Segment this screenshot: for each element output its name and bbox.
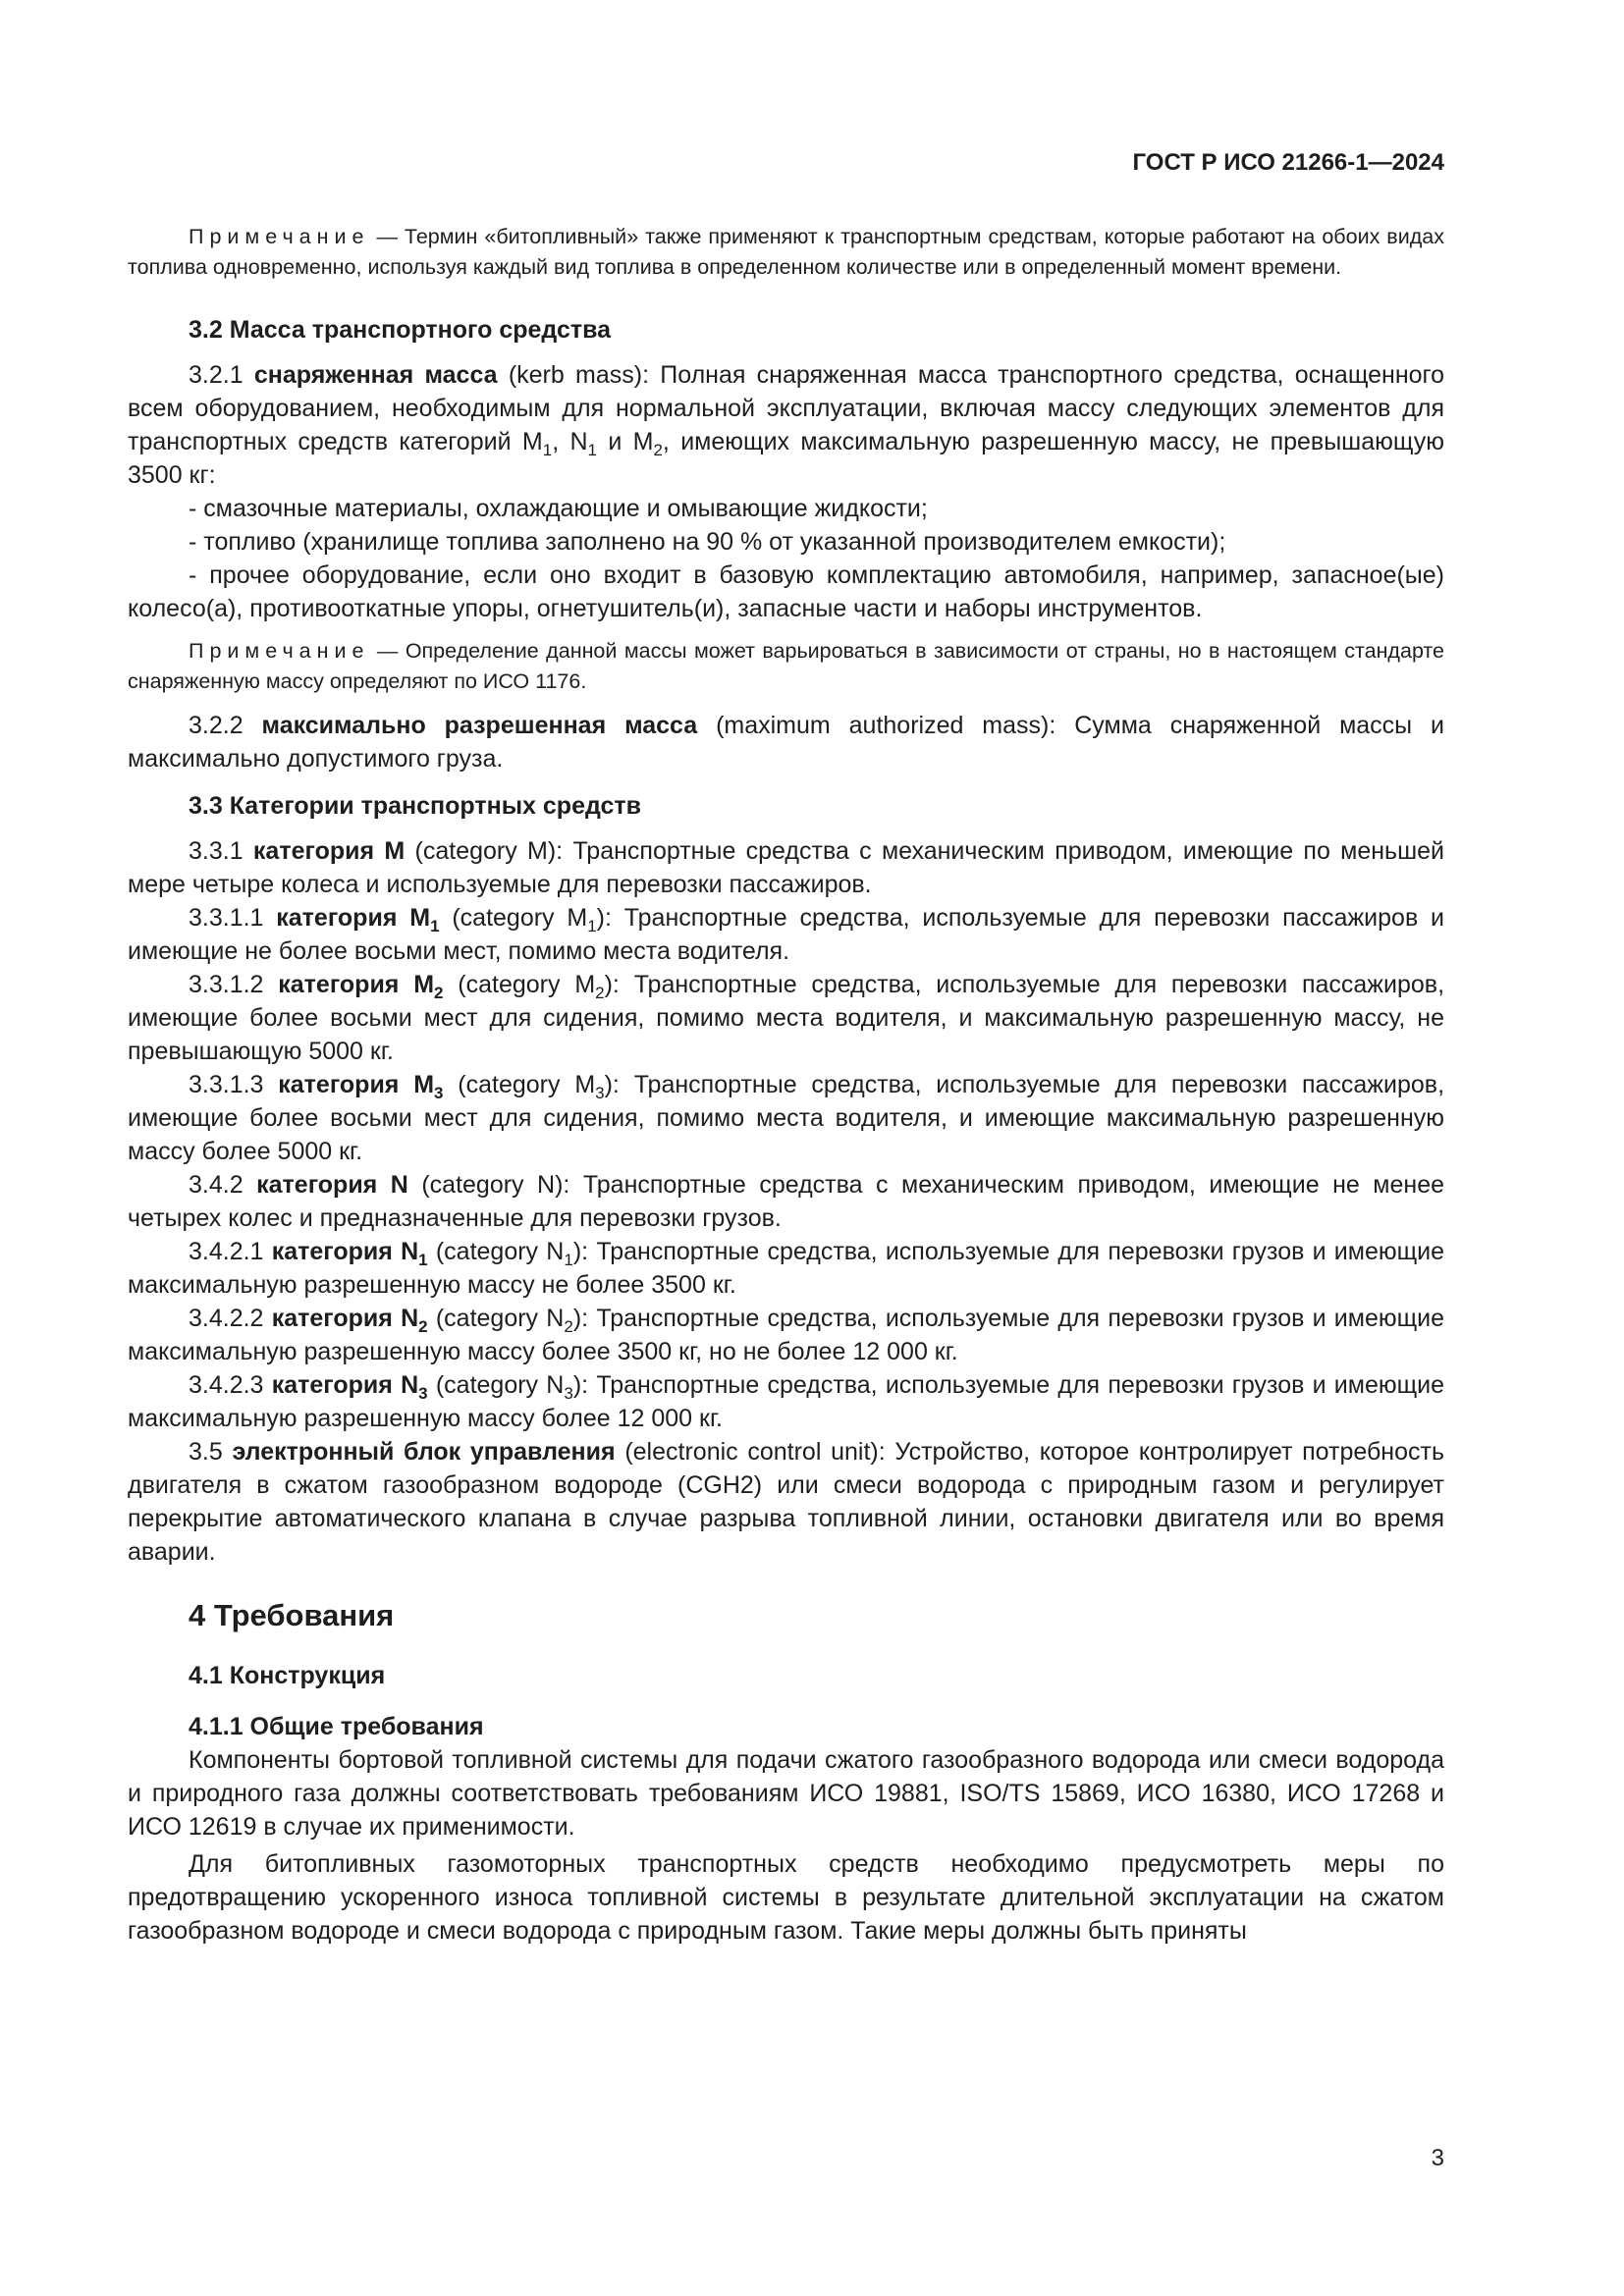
list-item: - смазочные материалы, охлаждающие и омывающие жидкости; — [189, 495, 928, 522]
section-3-3-title: 3.3 Категории транспортных средств — [189, 792, 642, 820]
section-4-1-title: 4.1 Конструкция — [189, 1662, 386, 1689]
clause-3-3-1-1: 3.3.1.1 категория $M_1$ (category $M_1$): Транспортные средства, используемые для перевозки пассажиров и имеющие не более восьми мест, помимо места водителя. — [128, 904, 1445, 965]
list-item: - топливо (хранилище топлива заполнено на 90 % от указанной производителем емкости); — [189, 528, 1226, 556]
note-bifuel: Примечание — Термин «битопливный» также применяют к транспортным средствам, которые работают на обоих видах топлива одновременно, используя каждый вид топлива в определенном количестве или в определенный момент времени. — [128, 225, 1444, 279]
clause-3-4-2-1: 3.4.2.1 категория $N_1$ (category $N_1$): Транспортные средства, используемые для перевозки грузов и имеющие максимальную разрешенную массу не более 3500 кг. — [128, 1238, 1445, 1299]
clause-3-3-1-2: 3.3.1.2 категория $M_2$ (category $M_2$): Транспортные средства, используемые для перевозки пассажиров, имеющие более восьми мест для сидения, помимо места водителя, и максимальную разрешенную массу, не превышающую 5000 кг. — [128, 971, 1445, 1065]
clause-3-5: 3.5 электронный блок управления (electronic control unit): Устройство, которое контролирует потребность двигателя в сжатом газообразном водороде (CGH2) или смеси водорода с природным газом и регулирует перекрытие автоматического клапана в случае разрыва топливной линии, остановки двигателя или во время аварии. — [128, 1438, 1444, 1566]
section-4-1-1-title: 4.1.1 Общие требования — [189, 1713, 484, 1740]
clause-3-2-2: 3.2.2 максимально разрешенная масса (maximum authorized mass): Сумма снаряженной массы и максимально допустимого груза. — [128, 712, 1445, 773]
list-item: - прочее оборудование, если оно входит в базовую комплектацию автомобиля, например, запасное(ые) колесо(а), противооткатные упоры, огнетушитель(и), запасные части и наборы инструментов. — [128, 561, 1444, 622]
clause-3-3-1-3: 3.3.1.3 категория $M_3$ (category $M_3$): Транспортные средства, используемые для перевозки пассажиров, имеющие более восьми мест для сидения, помимо места водителя, и имеющие максимальную разрешенную массу более 5000 кг. — [128, 1071, 1445, 1165]
paragraph-4-1-1-a: Компоненты бортовой топливной системы для подачи сжатого газообразного водорода или смеси водорода и природного газа должны соответствовать требованиям ИСО 19881, ISO/TS 15869, ИСО 16380, ИСО 17268 и ИСО 12619 в случае их применимости. — [128, 1746, 1444, 1841]
clause-3-4-2-3: 3.4.2.3 категория $N_3$ (category $N_3$): Транспортные средства, используемые для перевозки грузов и имеющие максимальную разрешенную массу более 12 000 кг. — [128, 1371, 1445, 1432]
clause-3-4-2: 3.4.2 категория N (category N): Транспортные средства с механическим приводом, имеющие не менее четырех колес и предназначенные для перевозки грузов. — [128, 1171, 1445, 1232]
document-body — [128, 222, 1444, 1948]
section-4-title: 4 Требования — [189, 1598, 395, 1632]
note-kerb-mass: Примечание — Определение данной массы может варьироваться в зависимости от страны, но в настоящем стандарте снаряженную массу определяют по ИСО 1176. — [128, 639, 1444, 693]
document-header: ГОСТ Р ИСО 21266-1—2024 — [1132, 149, 1444, 176]
clause-3-4-2-2: 3.4.2.2 категория $N_2$ (category $N_2$): Транспортные средства, используемые для перевозки грузов и имеющие максимальную разрешенную массу более 3500 кг, но не более 12 000 кг. — [128, 1305, 1445, 1365]
page-number: 3 — [1431, 2145, 1444, 2171]
note-label: Примечание — [189, 225, 370, 248]
clause-3-3-1: 3.3.1 категория M (category M): Транспортные средства с механическим приводом, имеющие по меньшей мере четыре колеса и используемые для перевозки пассажиров. — [128, 837, 1445, 898]
section-3-2-title: 3.2 Масса транспортного средства — [189, 316, 612, 344]
clause-3-2-1: 3.2.1 снаряженная масса (kerb mass): Полная снаряженная масса транспортного средства, оснащенного всем оборудованием, необходимым для нормальной эксплуатации, включая массу следующих элементов для транспортных средств категорий $M_1$, $N_1$ и $M_2$, имеющих максимальную разрешенную массу, не превышающую 3500 кг: — [128, 361, 1445, 489]
paragraph-4-1-1-b: Для битопливных газомоторных транспортных средств необходимо предусмотреть меры по предотвращению ускоренного износа топливной системы в результате длительной эксплуатации на сжатом газообразном водороде и смеси водорода с природным газом. Такие меры должны быть приняты — [128, 1850, 1444, 1945]
